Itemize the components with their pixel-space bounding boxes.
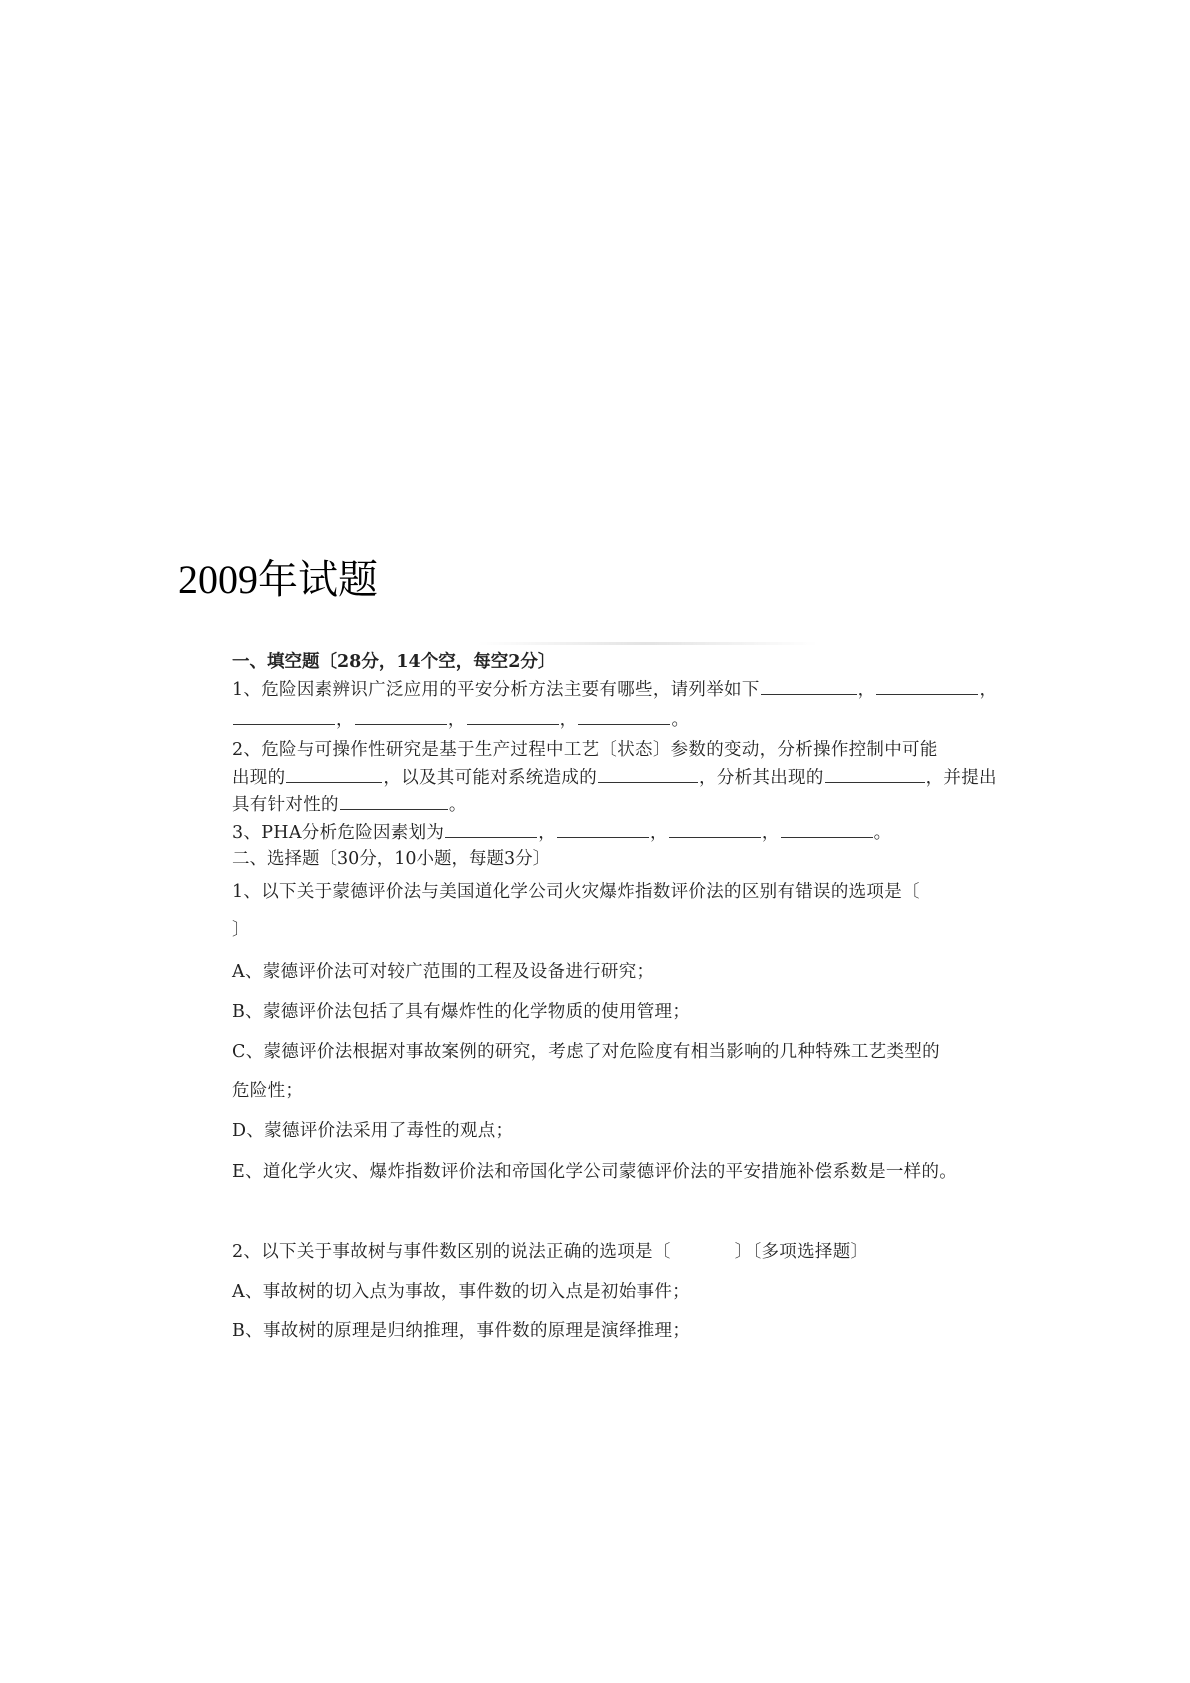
fill-q2-text-c: ，分析其出现的 — [699, 768, 824, 788]
separator: ， — [650, 823, 668, 843]
separator: ， — [447, 710, 466, 730]
fill-q1-text: 1、危险因素辨识广泛应用的平安分析方法主要有哪些，请列举如下 — [232, 680, 760, 700]
separator: ， — [761, 823, 780, 843]
choice-q2-option-b: B、事故树的原理是归纳推理，事件数的原理是演绎推理； — [232, 1321, 691, 1341]
choice-q1-option-a: A、蒙德评价法可对较广范围的工程及设备进行研究； — [232, 962, 655, 982]
separator: ， — [538, 823, 557, 843]
answer-blank — [445, 821, 537, 838]
fill-q2-text-a: 出现的 — [232, 768, 286, 788]
section-fill-in-heading: 一、填空题〔28分，14个空，每空2分〕 — [232, 652, 556, 672]
fill-q2-text-e: 具有针对性的 — [232, 795, 339, 815]
answer-blank — [467, 708, 559, 725]
period: 。 — [671, 710, 690, 730]
answer-blank — [876, 678, 978, 695]
scan-artifact — [477, 642, 817, 645]
choice-q1-option-c-line1: C、蒙德评价法根据对事故案例的研究，考虑了对危险度有相当影响的几种特殊工艺类型的 — [232, 1042, 940, 1062]
fill-q1-line2 — [232, 706, 689, 731]
section-choice-heading: 二、选择题〔30分，10小题，每题3分〕 — [232, 849, 551, 869]
choice-q1-option-d: D、蒙德评价法采用了毒性的观点； — [232, 1121, 514, 1141]
fill-q2-text-b: ，以及其可能对系统造成的 — [383, 768, 598, 788]
answer-blank — [340, 793, 448, 810]
separator: ， — [979, 680, 998, 700]
period: 。 — [448, 795, 467, 815]
fill-q3-text: 3、PHA分析危险因素划为 — [232, 823, 445, 843]
choice-q1-line1: 1、以下关于蒙德评价法与美国道化学公司火灾爆炸指数评价法的区别有错误的选项是〔 — [232, 882, 920, 902]
choice-q2-option-a: A、事故树的切入点为事故，事件数的切入点是初始事件； — [232, 1282, 690, 1302]
period: 。 — [873, 823, 892, 843]
separator: ， — [336, 710, 354, 730]
fill-q2-line2 — [232, 764, 997, 789]
answer-blank — [598, 766, 698, 783]
fill-q2-line1: 2、危险与可操作性研究是基于生产过程中工艺〔状态〕参数的变动，分析操作控制中可能 — [232, 740, 938, 760]
answer-blank — [781, 821, 873, 838]
choice-q1-option-b: B、蒙德评价法包括了具有爆炸性的化学物质的使用管理； — [232, 1002, 691, 1022]
fill-q2-line3 — [232, 791, 467, 816]
choice-q1-line2: 〕 — [232, 920, 250, 940]
fill-q2-text-d: ，并提出 — [925, 768, 997, 788]
separator: ， — [857, 680, 876, 700]
answer-blank — [233, 708, 335, 725]
answer-blank — [578, 708, 670, 725]
choice-q2-line — [232, 1238, 868, 1263]
separator: ， — [559, 710, 578, 730]
choice-q1-option-e: E、道化学火灾、爆炸指数评价法和帝国化学公司蒙德评价法的平安措施补偿系数是一样的。 — [232, 1162, 958, 1182]
choice-q2-tail: 〕〔多项选择题〕 — [734, 1242, 869, 1262]
answer-blank — [286, 766, 382, 783]
fill-q1-line1 — [232, 676, 997, 701]
choice-q2-text: 2、以下关于事故树与事件数区别的说法正确的选项是〔 — [232, 1242, 671, 1262]
fill-q3-line — [232, 819, 891, 844]
answer-blank — [355, 708, 447, 725]
answer-blank — [557, 821, 649, 838]
answer-blank — [761, 678, 857, 695]
page-title: 2009年试题 — [178, 557, 378, 602]
answer-blank — [669, 821, 761, 838]
answer-blank — [825, 766, 925, 783]
choice-q1-option-c-line2: 危险性； — [232, 1081, 304, 1101]
